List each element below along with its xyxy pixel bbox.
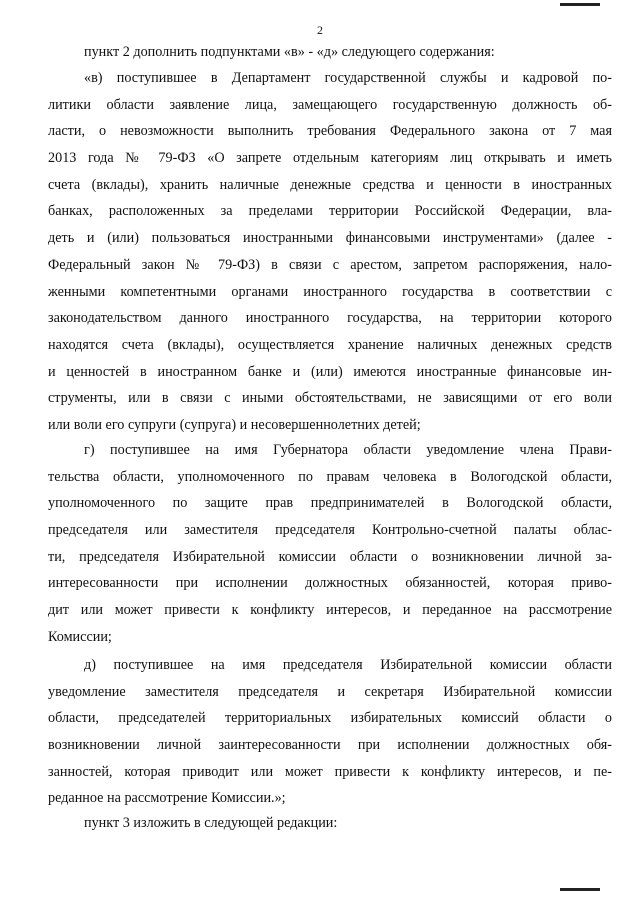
text-line: занностей, которая приводит или может привести к конфликту интересов, и пе-: [48, 763, 612, 780]
text-line: г) поступившее на имя Губернатора области уведомление члена Прави-: [84, 442, 612, 458]
text-line: Федеральный закон № 79-ФЗ) в связи с арестом, запретом распоряжения, нало-: [48, 256, 612, 273]
text-line: или воли его супруги (супруга) и несовершеннолетних детей;: [48, 416, 421, 433]
text-line: д) поступившее на имя председателя Избирательной комиссии области: [84, 657, 612, 673]
text-line: счета (вклады), хранить наличные денежные средства и ценности в иностранных: [48, 176, 612, 193]
text-line: пункт 2 дополнить подпунктами «в» - «д» следующего содержания:: [84, 44, 495, 60]
text-line: ласти, о невозможности выполнить требования Федерального закона от 7 мая: [48, 123, 612, 140]
text-line: литики области заявление лица, замещающего государственную должность об-: [48, 96, 612, 113]
text-line: законодательством данного иностранного государства, на территории которого: [48, 310, 612, 327]
text-line: и ценностей в иностранном банке и (или) имеются иностранные финансовые ин-: [48, 363, 612, 380]
paragraph-intro: [48, 39, 612, 66]
text-line: банках, расположенных за пределами территории Российской Федерации, вла-: [48, 203, 612, 220]
text-line: реданное на рассмотрение Комиссии.»;: [48, 790, 286, 807]
scan-mark-top: [560, 3, 600, 6]
paragraph-outro: [48, 810, 612, 837]
text-line: Комиссии;: [48, 628, 112, 645]
text-line: интересованности при исполнении должностных обязанностей, которая приво-: [48, 575, 612, 592]
paragraph-item-g: [48, 437, 612, 651]
text-line: женными компетентными органами иностранного государства в соответствии с: [48, 283, 612, 300]
text-line: находятся счета (вклады), осуществляется хранение наличных денежных средств: [48, 336, 612, 353]
text-line: области, председателей территориальных избирательных комиссий области о: [48, 710, 612, 727]
text-line: пункт 3 изложить в следующей редакции:: [84, 815, 338, 831]
text-line: струменты, или в связи с иными обстоятельствами, не зависящими от его воли: [48, 390, 612, 407]
text-line: уведомление заместителя председателя и секретаря Избирательной комиссии: [48, 683, 612, 700]
paragraph-item-d: [48, 652, 612, 812]
text-line: ти, председателя Избирательной комиссии области о возникновении личной за-: [48, 548, 612, 565]
text-line: возникновении личной заинтересованности при исполнении должностных обя-: [48, 737, 612, 754]
scan-mark-bottom: [560, 888, 600, 891]
text-line: 2013 года № 79-ФЗ «О запрете отдельным категориям лиц открывать и иметь: [48, 150, 612, 167]
text-line: деть и (или) пользоваться иностранными финансовыми инструментами» (далее -: [48, 230, 612, 247]
text-line: дит или может привести к конфликту интересов, и переданное на рассмотрение: [48, 602, 612, 619]
text-line: председателя или заместителя председателя Контрольно-счетной палаты облас-: [48, 522, 612, 539]
text-line: тельства области, уполномоченного по правам человека в Вологодской области,: [48, 468, 612, 485]
text-line: «в) поступившее в Департамент государственной службы и кадровой по-: [84, 70, 612, 86]
page-number: 2: [317, 23, 323, 37]
text-line: уполномоченного по защите прав предпринимателей в Вологодской области,: [48, 495, 612, 512]
paragraph-item-v: [48, 65, 612, 439]
